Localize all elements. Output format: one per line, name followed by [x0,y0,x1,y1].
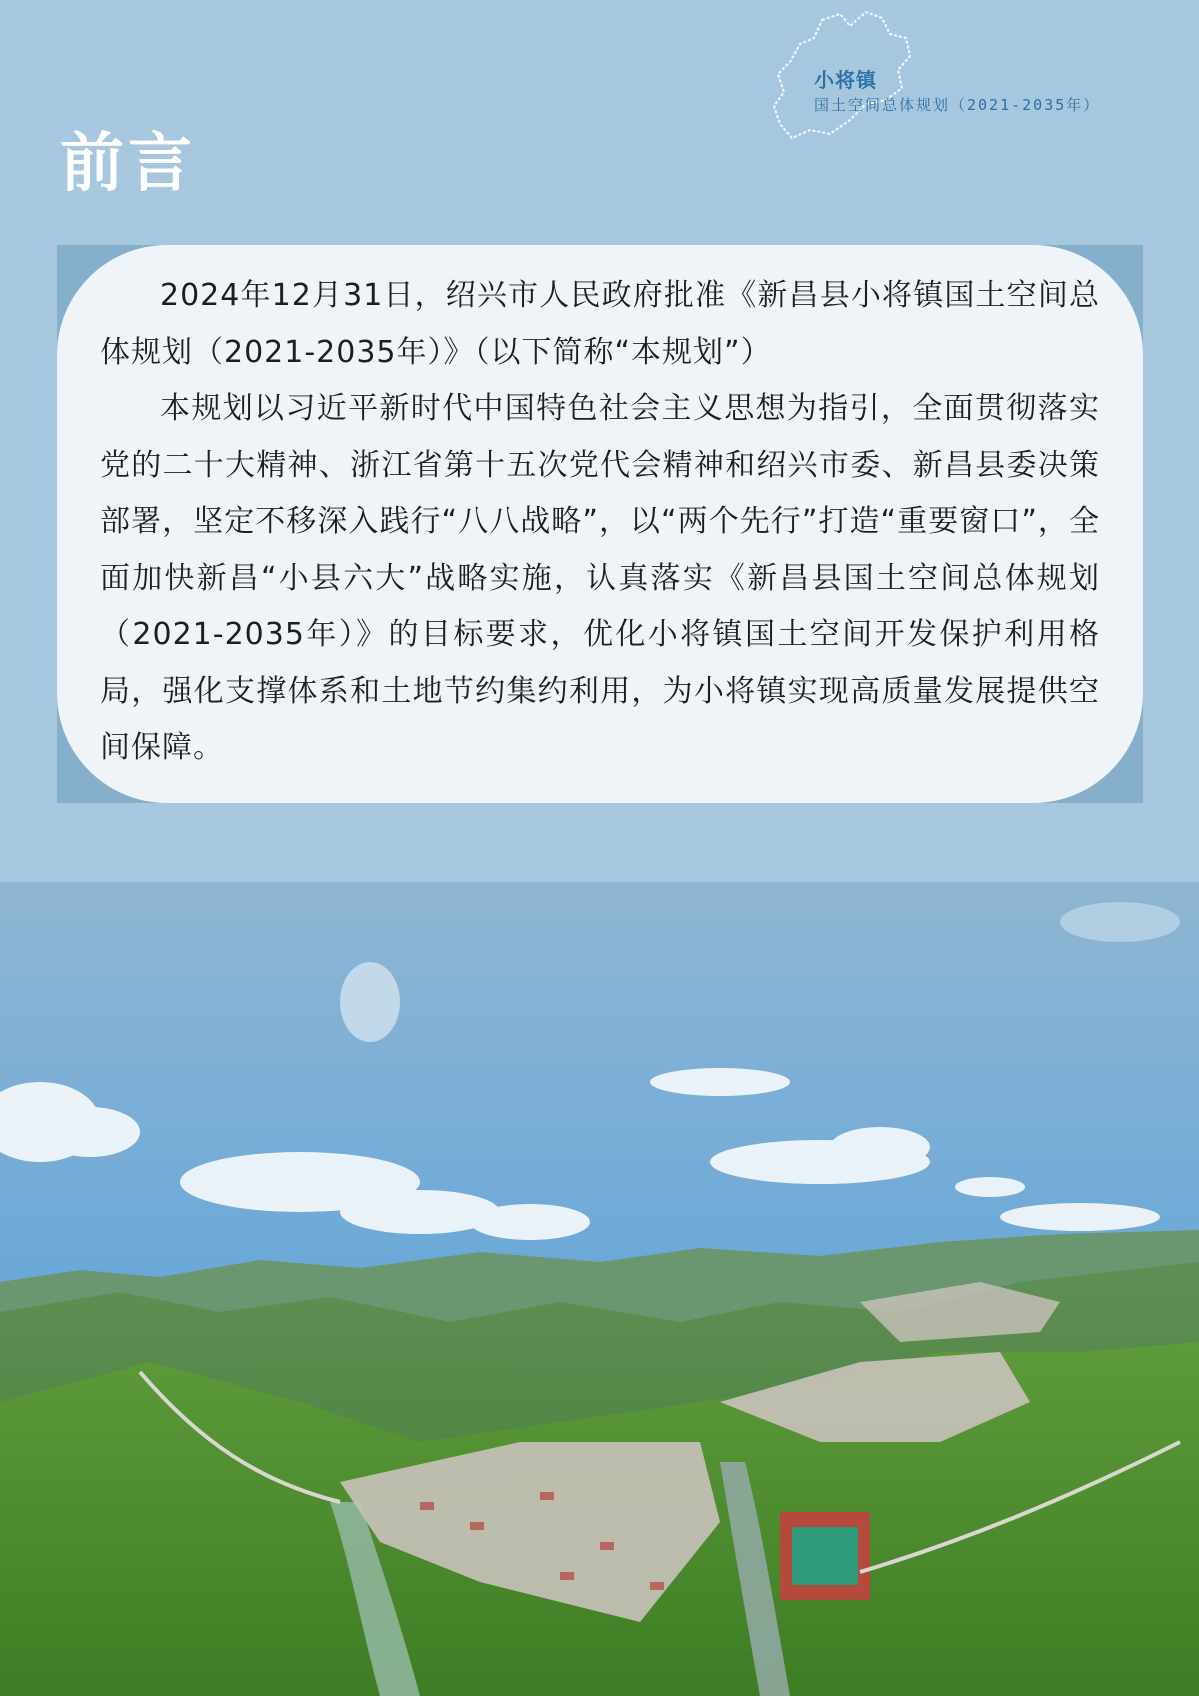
preface-paragraph-1: 2024年12月31日，绍兴市人民政府批准《新昌县小将镇国土空间总体规划（2021-2035年）》（以下简称“本规划”） [100,278,1100,370]
landscape-illustration [0,882,1199,1696]
preface-paragraph-2: 本规划以习近平新时代中国特色社会主义思想为指引，全面贯彻落实党的二十大精神、浙江省第十五次党代会精神和绍兴市委、新昌县委决策部署，坚定不移深入践行“八八战略”，以“两个先行”打造“重要窗口”，全面加快新昌“小县六大”战略实施，认真落实《新昌县国土空间总体规划（2021-2035年）》的目标要求，优化小将镇国土空间开发保护利用格局，强化支撑体系和土地节约集约利用，为小将镇实现高质量发展提供空间保障。 [100,391,1100,765]
aerial-landscape-photo [0,882,1199,1696]
brand-name: 小将镇 [814,68,877,92]
preface-text [100,268,1100,777]
brand-header [770,8,1190,143]
brand-subtitle: 国土空间总体规划（2021-2035年） [814,96,1101,114]
page-title: 前言 [60,127,196,201]
